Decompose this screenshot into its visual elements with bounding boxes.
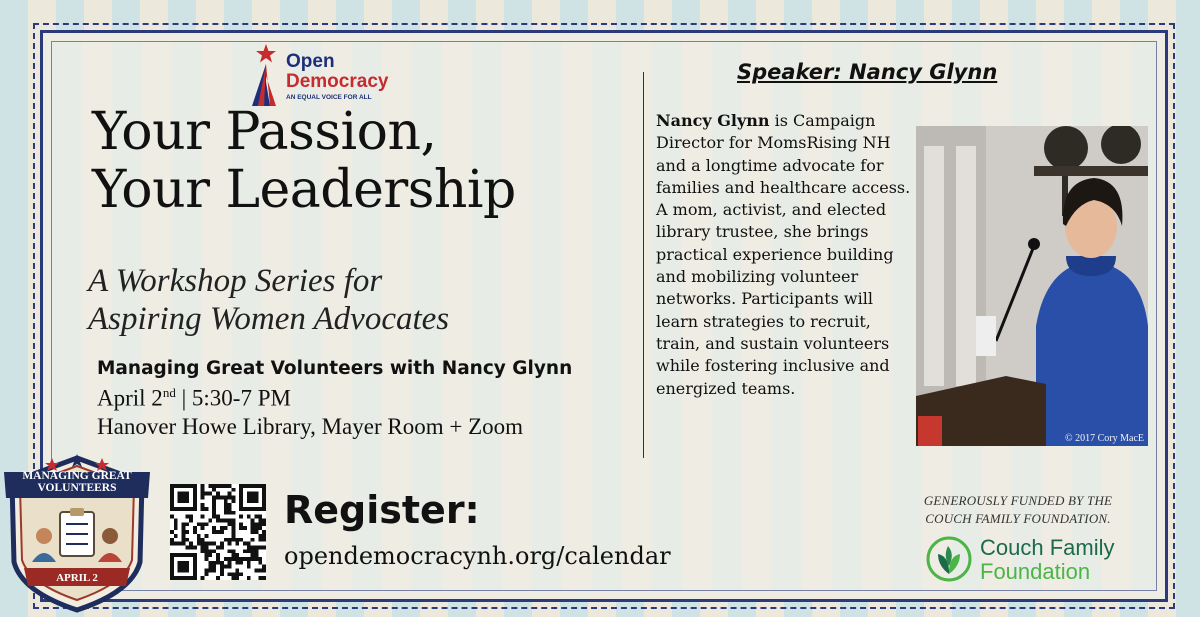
speaker-photo [916, 126, 1148, 446]
event-title-line2: Your Leadership [92, 160, 516, 220]
logo-word-open: Open [286, 51, 335, 72]
funder-name-line2: Foundation [980, 559, 1091, 584]
open-democracy-logo [244, 42, 424, 108]
speaker-bio [656, 110, 912, 400]
funder-credit-line1: GENEROUSLY FUNDED BY THE [923, 493, 1113, 508]
funder-name-line1: Couch Family [980, 535, 1115, 560]
logo-tagline: AN EQUAL VOICE FOR ALL [286, 94, 372, 101]
leaf-circle-icon [926, 536, 972, 582]
session-date [97, 385, 291, 412]
column-divider [643, 72, 644, 458]
event-title [92, 103, 652, 219]
badge-title-line2: VOLUNTEERS [37, 482, 117, 494]
qr-code-icon[interactable] [170, 484, 266, 580]
register-label: Register: [284, 488, 480, 532]
badge-title [2, 470, 152, 494]
logo-word-democracy: Democracy [286, 71, 389, 92]
event-title-line1: Your Passion, [92, 102, 437, 162]
checklist-badge-icon [2, 452, 152, 614]
event-subtitle [88, 262, 648, 338]
star-rocket-icon [244, 42, 284, 108]
speaker-heading: Speaker: Nancy Glynn [737, 60, 998, 84]
session-title: Managing Great Volunteers with Nancy Glynn [97, 358, 573, 379]
photo-credit: © 2017 Cory MacE [1065, 433, 1144, 444]
register-link[interactable]: opendemocracynh.org/calendar [284, 542, 671, 570]
badge-title-line1: MANAGING GREAT [22, 470, 132, 482]
session-date-suffix: nd [162, 385, 176, 400]
session-date-time: | 5:30-7 PM [175, 385, 291, 411]
speaker-bio-text: is Campaign Director for MomsRising NH and a longtime advocate for families and healthcare access. A mom, activist, and elected library trustee, she brings practical experience building and mobilizing volunteer networks. Participants will learn strategies to recruit, train, and sustain volunteers while fostering inclusive and energized teams. [656, 111, 911, 398]
event-subtitle-line1: A Workshop Series for [88, 263, 383, 299]
session-date-day: April 2 [97, 385, 163, 411]
event-subtitle-line2: Aspiring Women Advocates [88, 301, 450, 337]
speaker-bio-name: Nancy Glynn [656, 111, 770, 130]
session-location: Hanover Howe Library, Mayer Room + Zoom [97, 414, 524, 439]
badge-date: APRIL 2 [56, 572, 98, 584]
speaker-photo-illustration [916, 126, 1148, 446]
funder-credit-line2: COUCH FAMILY FOUNDATION. [925, 511, 1111, 526]
